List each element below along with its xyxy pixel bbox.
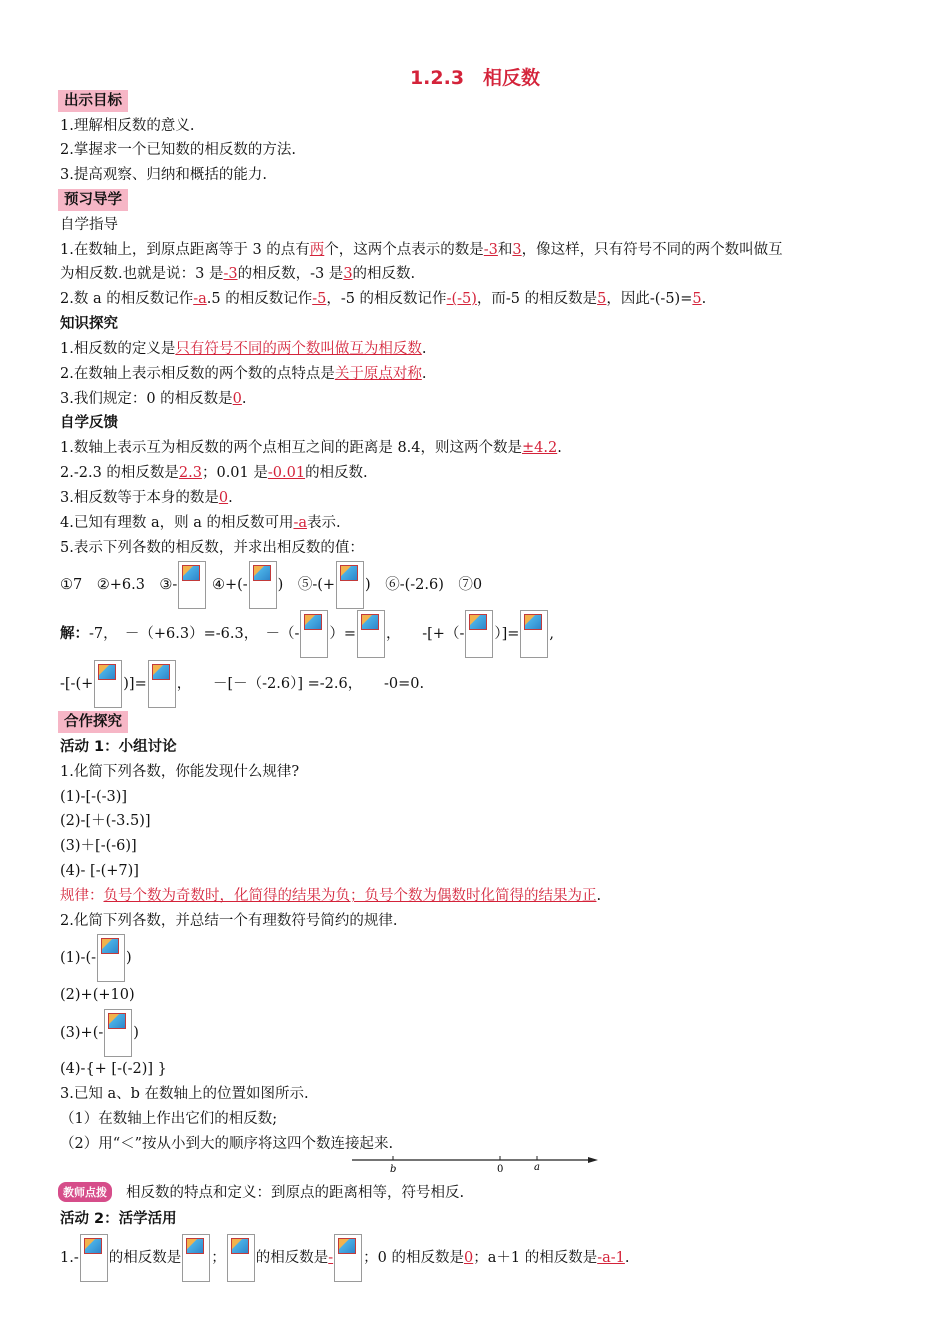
text-line: 1.数轴上表示互为相反数的两个点相互之间的距离是 8.4，则这两个数是±4.2. [60, 440, 562, 456]
expression-item: (3)＋[-(-6)] [60, 838, 137, 854]
goal-item: 1.理解相反数的意义. [60, 118, 195, 134]
fraction-image [465, 610, 493, 658]
expression-item: (3)+(- ) [60, 1008, 139, 1058]
text-line: 3.已知 a、b 在数轴上的位置如图所示. [60, 1086, 309, 1102]
fraction-image [227, 1234, 255, 1282]
text-line: 2.化简下列各数，并总结一个有理数符号简约的规律. [60, 913, 398, 929]
teacher-tip-badge: 教师点拨 [58, 1182, 112, 1202]
expression-item: (2)+(+10) [60, 987, 135, 1003]
text-line: 2.数 a 的相反数记作-a.5 的相反数记作-5，-5 的相反数记作-(-5)，而-5 的相反数是5，因此-(-5)=5. [60, 291, 707, 307]
teacher-tip-text: 相反数的特点和定义：到原点的距离相等，符号相反. [126, 1185, 465, 1201]
goal-item: 2.掌握求一个已知数的相反数的方法. [60, 142, 296, 158]
fraction-image [520, 610, 548, 658]
section-tag-preview: 预习导学 [58, 189, 128, 211]
expression-item: (2)-[＋(-3.5)] [60, 813, 151, 829]
expression-item: (4)-{+ [-(-2)] } [60, 1061, 167, 1077]
section-tag-goals: 出示目标 [58, 90, 128, 112]
text-line: 为相反数.也就是说：3 是-3的相反数，-3 是3的相反数. [60, 266, 416, 282]
fraction-image [336, 561, 364, 609]
text-line: 3.相反数等于本身的数是0. [60, 490, 233, 506]
exercise-line: 1.- 的相反数是 ； 的相反数是- ；0 的相反数是0；a＋1 的相反数是-a-1. [60, 1233, 629, 1283]
fraction-image [104, 1009, 132, 1057]
text-line: （2）用“＜”按从小到大的顺序将这四个数连接起来. [60, 1136, 394, 1152]
fraction-image [80, 1234, 108, 1282]
label-zero: 0 [497, 1164, 504, 1175]
section-tag-cooperation: 合作探究 [58, 711, 128, 733]
text-line: 2.-2.3 的相反数是2.3；0.01 是-0.01的相反数. [60, 465, 368, 481]
activity-heading: 活动 2：活学活用 [60, 1211, 177, 1227]
fraction-image [300, 610, 328, 658]
text-line: 3.我们规定：0 的相反数是0. [60, 391, 247, 407]
text-line: 1.相反数的定义是只有符号不同的两个数叫做互为相反数. [60, 341, 427, 357]
question-list: ①7 ②+6.3 ③- ④+(- ) ⑤-(+ ) ⑥-(-2.6) ⑦0 [60, 560, 482, 610]
expression-item: (4)- [-(+7)] [60, 863, 139, 879]
activity-heading: 活动 1：小组讨论 [60, 739, 177, 755]
text-line: 1.在数轴上，到原点距离等于 3 的点有两个，这两个点表示的数是-3和3，像这样，只有符号不同的两个数叫做互 [60, 242, 783, 258]
expression-item: (1)-[-(-3)] [60, 789, 128, 805]
page-title: 1.2.3 相反数 [409, 67, 541, 89]
fraction-image [357, 610, 385, 658]
subheading-knowledge: 知识探究 [60, 316, 118, 332]
text-line: 2.在数轴上表示相反数的两个数的点特点是关于原点对称. [60, 366, 427, 382]
axis-arrow [588, 1157, 598, 1163]
label-b: b [390, 1164, 397, 1175]
fraction-image [249, 561, 277, 609]
text-line: （1）在数轴上作出它们的相反数; [60, 1111, 278, 1127]
solution-line: 解：-7， －（+6.3）=-6.3， －（- ）= ， -[+（- ）]= , [60, 609, 554, 659]
subheading-self-study: 自学指导 [60, 217, 118, 233]
number-line [352, 1150, 598, 1175]
solution-line: -[-(+ )]= ， －[－（-2.6）] =-2.6， -0=0. [60, 659, 424, 709]
fraction-image [97, 934, 125, 982]
fraction-image [182, 1234, 210, 1282]
text-line: 4.已知有理数 a，则 a 的相反数可用-a表示. [60, 515, 341, 531]
label-a: a [534, 1162, 540, 1173]
fraction-image [178, 561, 206, 609]
goal-item: 3.提高观察、归纳和概括的能力. [60, 167, 267, 183]
fraction-image [94, 660, 122, 708]
rule-line: 规律：负号个数为奇数时，化简得的结果为负；负号个数为偶数时化简得的结果为正. [60, 888, 602, 904]
expression-item: (1)-(- ) [60, 933, 132, 983]
text-line: 5.表示下列各数的相反数，并求出相反数的值： [60, 540, 364, 556]
fraction-image [334, 1234, 362, 1282]
subheading-feedback: 自学反馈 [60, 415, 118, 431]
fraction-image [148, 660, 176, 708]
text-line: 1.化简下列各数，你能发现什么规律? [60, 764, 300, 780]
